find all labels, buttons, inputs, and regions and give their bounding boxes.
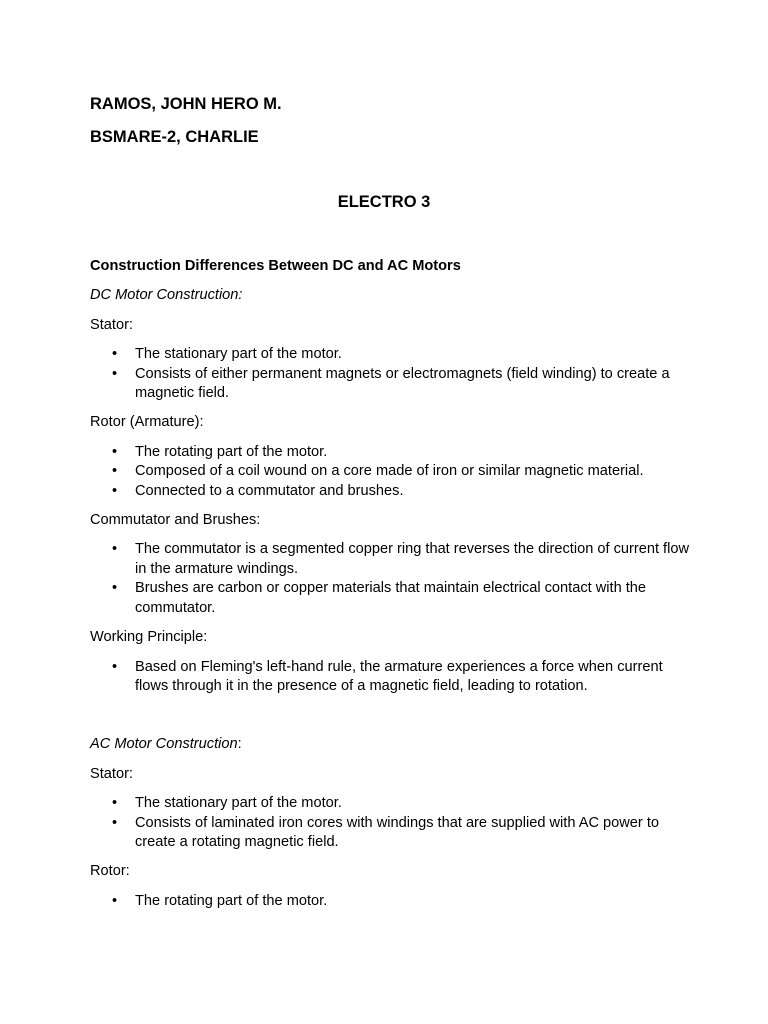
bullet-icon: •: [112, 795, 118, 812]
bullet-icon: •: [112, 443, 118, 460]
dc-rotor-list: [90, 443, 690, 501]
list-item: [112, 892, 690, 911]
dc-commutator-label: Commutator and Brushes:: [90, 512, 261, 529]
list-item: [112, 345, 690, 364]
list-item: [112, 814, 690, 853]
ac-stator-label: Stator:: [90, 765, 133, 782]
section-heading: Construction Differences Between DC and AC Motors: [90, 258, 461, 274]
list-item: [112, 794, 690, 813]
list-item: [112, 540, 690, 579]
list-item-text: The rotating part of the motor.: [135, 443, 328, 460]
dc-stator-label: Stator:: [90, 316, 133, 333]
list-item: [112, 365, 690, 404]
list-item-text: Consists of either permanent magnets or electromagnets (field winding) to create a magnetic field.: [135, 365, 670, 402]
dc-working-label: Working Principle:: [90, 629, 208, 646]
bullet-icon: •: [112, 346, 118, 363]
dc-commutator-list: [90, 540, 690, 618]
dc-stator-list: [90, 345, 690, 403]
list-item: [112, 482, 690, 501]
list-item-text: The stationary part of the motor.: [135, 346, 342, 363]
bullet-icon: •: [112, 365, 118, 382]
document-body: [90, 257, 690, 921]
list-item: [112, 579, 690, 618]
ac-motor-title: [90, 735, 690, 754]
list-item: [112, 462, 690, 481]
bullet-icon: •: [112, 580, 118, 597]
list-item-text: Brushes are carbon or copper materials that maintain electrical contact with the commutator.: [135, 580, 647, 616]
section-spacer: [90, 706, 690, 735]
ac-rotor-label: Rotor:: [90, 863, 130, 880]
ac-motor-title-text: AC Motor Construction: [90, 736, 238, 753]
list-item: [112, 443, 690, 462]
ac-rotor-list: [90, 892, 690, 911]
bullet-icon: •: [112, 892, 118, 909]
dc-rotor-label: Rotor (Armature):: [90, 414, 204, 431]
list-item-text: The commutator is a segmented copper ring that reverses the direction of current flow in the armature windings.: [135, 541, 690, 577]
student-name: RAMOS, JOHN HERO M.: [90, 95, 282, 113]
ac-stator-list: [90, 794, 690, 852]
list-item-text: Based on Fleming's left-hand rule, the armature experiences a force when current flows through it in the presence of a magnetic field, leading to rotation.: [135, 658, 663, 694]
list-item-text: Connected to a commutator and brushes.: [135, 482, 404, 499]
list-item-text: The stationary part of the motor.: [135, 795, 342, 812]
list-item-text: Consists of laminated iron cores with windings that are supplied with AC power to create a rotating magnetic field.: [135, 814, 660, 850]
list-item-text: Composed of a coil wound on a core made of iron or similar magnetic material.: [135, 463, 644, 480]
bullet-icon: •: [112, 482, 118, 499]
bullet-icon: •: [112, 463, 118, 480]
student-section: BSMARE-2, CHARLIE: [90, 128, 259, 146]
dc-motor-title: DC Motor Construction:: [90, 287, 243, 304]
bullet-icon: •: [112, 814, 118, 831]
bullet-icon: •: [112, 658, 118, 675]
dc-working-list: [90, 658, 690, 697]
ac-motor-title-colon: :: [237, 736, 242, 753]
bullet-icon: •: [112, 541, 118, 558]
list-item-text: The rotating part of the motor.: [135, 892, 328, 909]
document-title: ELECTRO 3: [337, 193, 431, 211]
list-item: [112, 658, 690, 697]
